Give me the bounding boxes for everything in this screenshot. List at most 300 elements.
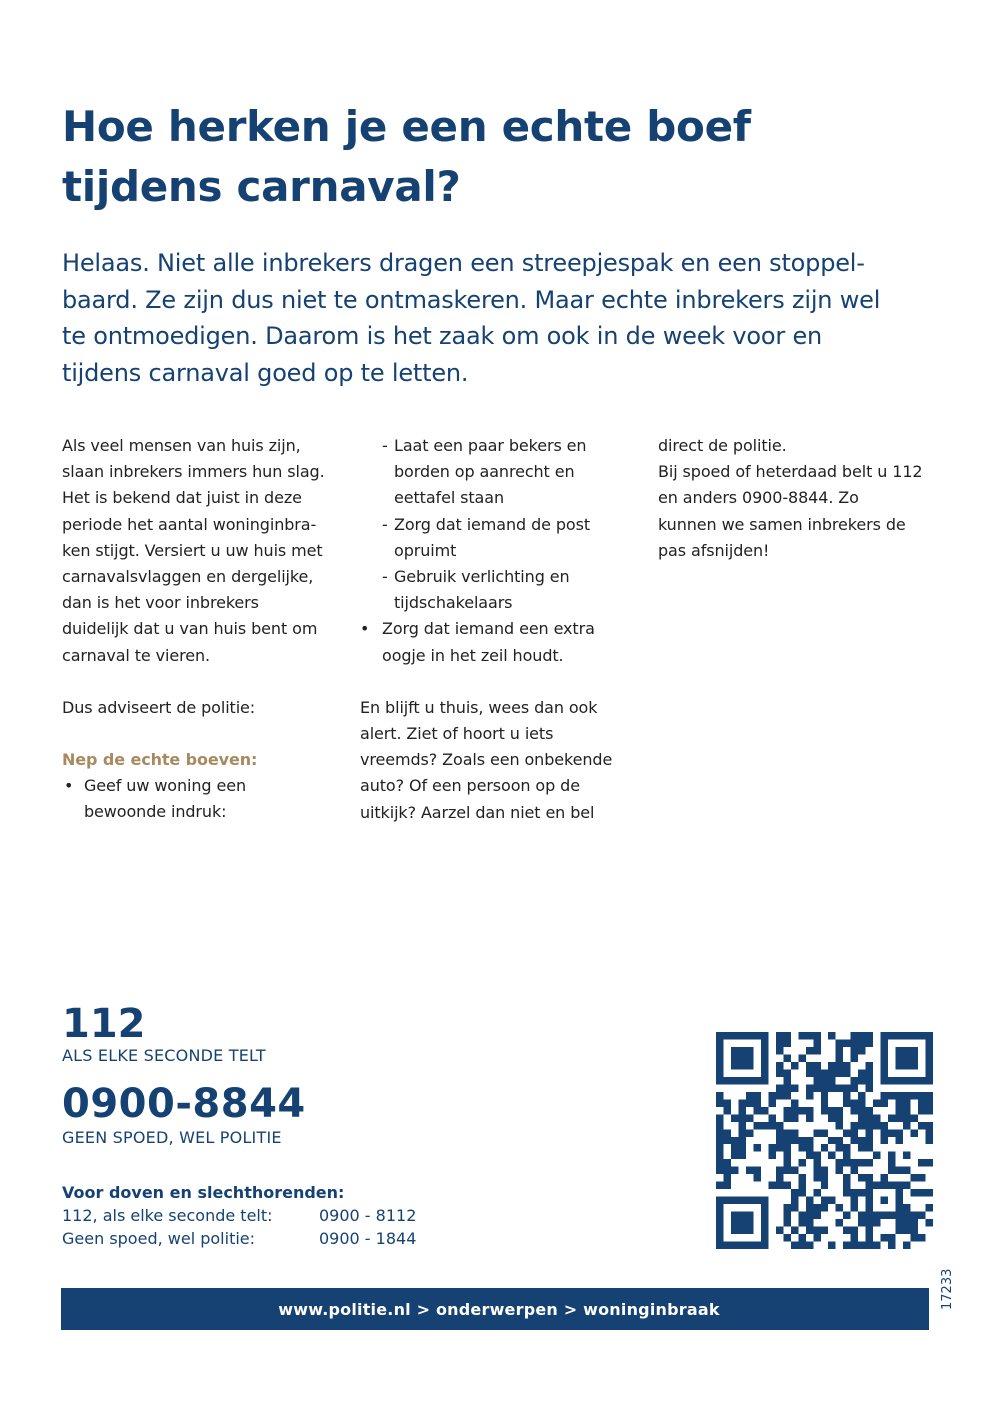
column-1 xyxy=(62,433,347,826)
qr-module xyxy=(918,1174,925,1181)
qr-module xyxy=(896,1167,903,1174)
qr-module xyxy=(911,1032,918,1039)
qr-module xyxy=(881,1197,888,1204)
qr-module xyxy=(896,1212,903,1219)
qr-module xyxy=(821,1167,828,1174)
qr-module xyxy=(731,1062,738,1069)
qr-module xyxy=(896,1032,903,1039)
qr-module xyxy=(918,1077,925,1084)
qr-module xyxy=(866,1219,873,1226)
qr-module xyxy=(896,1227,903,1234)
qr-module xyxy=(776,1122,783,1129)
qr-module xyxy=(851,1099,858,1106)
qr-module xyxy=(858,1114,865,1121)
qr-module xyxy=(851,1234,858,1241)
qr-module xyxy=(851,1107,858,1114)
qr-module xyxy=(881,1174,888,1181)
qr-module xyxy=(911,1189,918,1196)
qr-module xyxy=(746,1099,753,1106)
qr-module xyxy=(858,1092,865,1099)
qr-module xyxy=(903,1212,910,1219)
qr-module xyxy=(903,1054,910,1061)
col1-line: slaan inbrekers immers hun slag. xyxy=(62,462,325,482)
col1-line: carnavalsvlaggen en dergelijke, xyxy=(62,567,314,587)
qr-module xyxy=(813,1159,820,1166)
qr-module xyxy=(926,1122,933,1129)
qr-module xyxy=(896,1129,903,1136)
qr-module xyxy=(821,1107,828,1114)
qr-module xyxy=(881,1122,888,1129)
qr-module xyxy=(866,1227,873,1234)
qr-module xyxy=(851,1122,858,1129)
qr-module xyxy=(716,1159,723,1166)
qr-module xyxy=(753,1144,760,1151)
deaf-row xyxy=(62,1229,416,1248)
qr-module xyxy=(761,1069,768,1076)
qr-module xyxy=(806,1092,813,1099)
col3-line: Bij spoed of heterdaad belt u 112 xyxy=(658,462,923,482)
qr-module xyxy=(918,1234,925,1241)
qr-module xyxy=(851,1032,858,1039)
qr-module xyxy=(768,1092,775,1099)
qr-module xyxy=(903,1152,910,1159)
qr-module xyxy=(791,1137,798,1144)
col1-line: dan is het voor inbrekers xyxy=(62,593,259,613)
dash-line: tijdschakelaars xyxy=(394,593,513,613)
qr-module xyxy=(723,1174,730,1181)
qr-module xyxy=(866,1174,873,1181)
qr-module xyxy=(813,1084,820,1091)
qr-module xyxy=(776,1174,783,1181)
qr-module xyxy=(746,1197,753,1204)
qr-module xyxy=(791,1129,798,1136)
qr-module xyxy=(731,1114,738,1121)
qr-module xyxy=(791,1084,798,1091)
qr-module xyxy=(926,1069,933,1076)
qr-module xyxy=(738,1099,745,1106)
qr-module xyxy=(866,1234,873,1241)
qr-module xyxy=(926,1189,933,1196)
qr-module xyxy=(791,1189,798,1196)
qr-module xyxy=(866,1189,873,1196)
col2-line: En blijft u thuis, wees dan ook xyxy=(360,697,598,717)
qr-module xyxy=(776,1039,783,1046)
qr-module xyxy=(911,1114,918,1121)
intro-line: baard. Ze zijn dus niet te ontmaskeren. Maar echte inbrekers zijn wel xyxy=(62,285,881,314)
qr-module xyxy=(753,1197,760,1204)
qr-module xyxy=(761,1062,768,1069)
qr-module xyxy=(761,1039,768,1046)
qr-module xyxy=(851,1189,858,1196)
document-code: 17233 xyxy=(940,1268,955,1310)
dash-marker: - xyxy=(382,436,388,455)
qr-module xyxy=(716,1204,723,1211)
qr-module xyxy=(903,1122,910,1129)
qr-module xyxy=(806,1227,813,1234)
qr-module xyxy=(731,1242,738,1249)
qr-module xyxy=(746,1129,753,1136)
qr-module xyxy=(806,1212,813,1219)
qr-module xyxy=(783,1129,790,1136)
qr-module xyxy=(911,1047,918,1054)
deaf-row-number: 0900 - 1844 xyxy=(319,1229,417,1248)
bullet-item xyxy=(360,616,645,668)
bullet-line: Zorg dat iemand een extra xyxy=(382,619,595,639)
qr-module xyxy=(716,1242,723,1249)
qr-module xyxy=(768,1152,775,1159)
qr-module xyxy=(761,1219,768,1226)
qr-module xyxy=(738,1144,745,1151)
qr-module xyxy=(881,1054,888,1061)
qr-module xyxy=(753,1167,760,1174)
qr-module xyxy=(843,1084,850,1091)
qr-module xyxy=(851,1137,858,1144)
qr-module xyxy=(866,1144,873,1151)
qr-module xyxy=(836,1069,843,1076)
qr-module xyxy=(783,1152,790,1159)
qr-module xyxy=(903,1099,910,1106)
qr-module xyxy=(731,1077,738,1084)
qr-module xyxy=(738,1077,745,1084)
qr-module xyxy=(903,1107,910,1114)
qr-module xyxy=(926,1039,933,1046)
qr-module xyxy=(806,1047,813,1054)
qr-module xyxy=(903,1219,910,1226)
qr-module xyxy=(866,1204,873,1211)
qr-module xyxy=(723,1099,730,1106)
qr-module xyxy=(798,1144,805,1151)
qr-module xyxy=(716,1197,723,1204)
qr-module xyxy=(851,1242,858,1249)
qr-module xyxy=(821,1182,828,1189)
qr-module xyxy=(723,1182,730,1189)
qr-module xyxy=(746,1212,753,1219)
qr-module xyxy=(881,1129,888,1136)
qr-module xyxy=(836,1054,843,1061)
qr-module xyxy=(723,1107,730,1114)
bullet-marker: • xyxy=(360,619,370,639)
emergency-label: ALS ELKE SECONDE TELT xyxy=(62,1046,266,1065)
qr-module xyxy=(776,1182,783,1189)
col1-line: ken stijgt. Versiert u uw huis met xyxy=(62,540,323,560)
qr-module xyxy=(896,1114,903,1121)
qr-module xyxy=(761,1107,768,1114)
qr-module xyxy=(783,1039,790,1046)
qr-module xyxy=(783,1182,790,1189)
qr-module xyxy=(873,1114,880,1121)
qr-module xyxy=(873,1182,880,1189)
qr-module xyxy=(858,1069,865,1076)
qr-module xyxy=(896,1099,903,1106)
qr-module xyxy=(746,1219,753,1226)
col2-line: vreemds? Zoals een onbekende xyxy=(360,750,613,770)
dash-item xyxy=(360,433,645,512)
qr-module xyxy=(836,1062,843,1069)
qr-module xyxy=(783,1107,790,1114)
qr-module xyxy=(881,1062,888,1069)
qr-module xyxy=(813,1234,820,1241)
bullet-line: bewoonde indruk: xyxy=(84,802,227,822)
qr-module xyxy=(926,1137,933,1144)
qr-module xyxy=(783,1114,790,1121)
qr-module xyxy=(783,1092,790,1099)
qr-module xyxy=(791,1204,798,1211)
qr-module xyxy=(716,1212,723,1219)
qr-module xyxy=(806,1152,813,1159)
qr-module xyxy=(866,1197,873,1204)
column-2 xyxy=(360,433,645,826)
qr-module xyxy=(896,1204,903,1211)
qr-module xyxy=(776,1047,783,1054)
qr-module xyxy=(761,1047,768,1054)
qr-module xyxy=(903,1062,910,1069)
qr-module xyxy=(866,1069,873,1076)
qr-module xyxy=(851,1077,858,1084)
col3-line: kunnen we samen inbrekers de xyxy=(658,514,906,534)
qr-module xyxy=(821,1144,828,1151)
qr-module xyxy=(791,1167,798,1174)
qr-module xyxy=(798,1174,805,1181)
qr-module xyxy=(843,1129,850,1136)
qr-module xyxy=(813,1039,820,1046)
qr-module xyxy=(881,1212,888,1219)
qr-module xyxy=(926,1129,933,1136)
qr-module xyxy=(836,1204,843,1211)
qr-module xyxy=(813,1212,820,1219)
qr-module xyxy=(761,1227,768,1234)
qr-module xyxy=(926,1092,933,1099)
qr-module xyxy=(738,1212,745,1219)
qr-module xyxy=(918,1092,925,1099)
qr-module xyxy=(716,1032,723,1039)
qr-module xyxy=(858,1242,865,1249)
qr-module xyxy=(903,1047,910,1054)
bullet-line: Geef uw woning een xyxy=(84,776,246,796)
qr-module xyxy=(716,1182,723,1189)
qr-module xyxy=(843,1039,850,1046)
qr-module xyxy=(798,1219,805,1226)
col3-line: direct de politie. xyxy=(658,436,787,455)
qr-module xyxy=(761,1234,768,1241)
qr-module xyxy=(761,1032,768,1039)
qr-module xyxy=(761,1197,768,1204)
qr-module xyxy=(783,1084,790,1091)
qr-module xyxy=(753,1099,760,1106)
qr-module xyxy=(738,1054,745,1061)
qr-module xyxy=(716,1219,723,1226)
qr-module xyxy=(851,1227,858,1234)
qr-module xyxy=(753,1077,760,1084)
qr-module xyxy=(813,1069,820,1076)
qr-module xyxy=(866,1242,873,1249)
footer-link[interactable]: www.politie.nl > onderwerpen > woninginbraak xyxy=(278,1299,720,1319)
qr-module xyxy=(746,1242,753,1249)
qr-module xyxy=(873,1099,880,1106)
qr-module xyxy=(783,1167,790,1174)
qr-module xyxy=(761,1242,768,1249)
qr-module xyxy=(806,1062,813,1069)
intro-line: Helaas. Niet alle inbrekers dragen een streepjespak en een stoppel- xyxy=(62,249,865,277)
qr-module xyxy=(716,1137,723,1144)
qr-module xyxy=(881,1234,888,1241)
qr-module xyxy=(723,1242,730,1249)
qr-module xyxy=(806,1084,813,1091)
qr-module xyxy=(753,1122,760,1129)
qr-module xyxy=(753,1242,760,1249)
qr-module xyxy=(723,1167,730,1174)
qr-module xyxy=(806,1204,813,1211)
bullet-line: oogje in het zeil houdt. xyxy=(382,645,564,665)
qr-module xyxy=(821,1077,828,1084)
qr-module xyxy=(888,1152,895,1159)
qr-module xyxy=(753,1092,760,1099)
qr-module xyxy=(723,1159,730,1166)
qr-module xyxy=(836,1144,843,1151)
qr-module xyxy=(828,1032,835,1039)
qr-module xyxy=(851,1204,858,1211)
qr-module xyxy=(888,1182,895,1189)
qr-module xyxy=(881,1077,888,1084)
qr-module xyxy=(806,1137,813,1144)
qr-module xyxy=(738,1227,745,1234)
qr-module xyxy=(813,1227,820,1234)
qr-module xyxy=(828,1152,835,1159)
qr-module xyxy=(813,1189,820,1196)
qr-module xyxy=(806,1144,813,1151)
qr-module xyxy=(731,1054,738,1061)
qr-module xyxy=(746,1167,753,1174)
qr-module xyxy=(798,1107,805,1114)
qr-module xyxy=(881,1032,888,1039)
qr-module xyxy=(866,1084,873,1091)
deaf-row-number: 0900 - 8112 xyxy=(319,1206,417,1225)
qr-module xyxy=(836,1047,843,1054)
qr-module xyxy=(731,1197,738,1204)
qr-module xyxy=(888,1242,895,1249)
deaf-row xyxy=(62,1206,416,1225)
qr-module xyxy=(866,1114,873,1121)
qr-module xyxy=(843,1099,850,1106)
qr-module xyxy=(888,1234,895,1241)
qr-module xyxy=(791,1114,798,1121)
qr-module xyxy=(723,1129,730,1136)
qr-module xyxy=(926,1159,933,1166)
dash-line: borden op aanrecht en xyxy=(394,462,575,482)
qr-module xyxy=(858,1212,865,1219)
qr-module xyxy=(828,1137,835,1144)
deaf-row-label: 112, als elke seconde telt: xyxy=(62,1206,273,1225)
qr-module xyxy=(746,1054,753,1061)
title-line: tijdens carnaval? xyxy=(62,162,461,211)
deaf-row-label: Geen spoed, wel politie: xyxy=(62,1229,256,1248)
qr-module xyxy=(798,1212,805,1219)
qr-module xyxy=(791,1197,798,1204)
qr-code-icon[interactable] xyxy=(716,1032,933,1249)
qr-module xyxy=(821,1069,828,1076)
qr-module xyxy=(791,1099,798,1106)
qr-module xyxy=(866,1039,873,1046)
qr-module xyxy=(881,1099,888,1106)
qr-module xyxy=(843,1159,850,1166)
qr-module xyxy=(911,1212,918,1219)
qr-module xyxy=(776,1084,783,1091)
qr-module xyxy=(843,1212,850,1219)
qr-module xyxy=(896,1219,903,1226)
qr-module xyxy=(836,1137,843,1144)
qr-module xyxy=(821,1129,828,1136)
qr-module xyxy=(851,1129,858,1136)
qr-module xyxy=(896,1062,903,1069)
qr-module xyxy=(896,1182,903,1189)
qr-module xyxy=(761,1077,768,1084)
qr-module xyxy=(903,1204,910,1211)
qr-module xyxy=(888,1159,895,1166)
qr-module xyxy=(783,1219,790,1226)
qr-module xyxy=(858,1174,865,1181)
qr-module xyxy=(911,1219,918,1226)
qr-module xyxy=(768,1182,775,1189)
qr-module xyxy=(806,1114,813,1121)
qr-module xyxy=(731,1047,738,1054)
qr-module xyxy=(791,1242,798,1249)
qr-module xyxy=(776,1069,783,1076)
qr-module xyxy=(881,1039,888,1046)
qr-module xyxy=(716,1129,723,1136)
qr-module xyxy=(813,1047,820,1054)
qr-module xyxy=(836,1122,843,1129)
qr-module xyxy=(798,1234,805,1241)
qr-module xyxy=(851,1167,858,1174)
dash-line: opruimt xyxy=(394,540,457,560)
intro-text xyxy=(62,245,932,391)
col1-line: periode het aantal woninginbra- xyxy=(62,514,317,534)
qr-module xyxy=(888,1077,895,1084)
qr-module xyxy=(896,1189,903,1196)
qr-module xyxy=(783,1054,790,1061)
qr-module xyxy=(911,1054,918,1061)
qr-module xyxy=(776,1137,783,1144)
emergency-number: 112 xyxy=(62,1001,146,1047)
qr-module xyxy=(896,1107,903,1114)
qr-module xyxy=(918,1212,925,1219)
qr-module xyxy=(716,1062,723,1069)
qr-module xyxy=(753,1174,760,1181)
qr-module xyxy=(746,1114,753,1121)
qr-module xyxy=(716,1099,723,1106)
qr-module xyxy=(903,1227,910,1234)
qr-module xyxy=(716,1039,723,1046)
page-title xyxy=(62,97,862,217)
qr-module xyxy=(843,1174,850,1181)
qr-module xyxy=(866,1137,873,1144)
qr-module xyxy=(843,1062,850,1069)
qr-module xyxy=(806,1219,813,1226)
qr-module xyxy=(716,1144,723,1151)
qr-module xyxy=(738,1129,745,1136)
qr-module xyxy=(858,1159,865,1166)
qr-module xyxy=(716,1054,723,1061)
qr-module xyxy=(888,1092,895,1099)
title-line: Hoe herken je een echte boef xyxy=(62,102,751,151)
qr-module xyxy=(873,1219,880,1226)
qr-module xyxy=(903,1092,910,1099)
qr-module xyxy=(768,1144,775,1151)
qr-module xyxy=(776,1227,783,1234)
qr-module xyxy=(738,1137,745,1144)
qr-module xyxy=(791,1227,798,1234)
qr-module xyxy=(746,1047,753,1054)
column-3 xyxy=(658,433,948,564)
